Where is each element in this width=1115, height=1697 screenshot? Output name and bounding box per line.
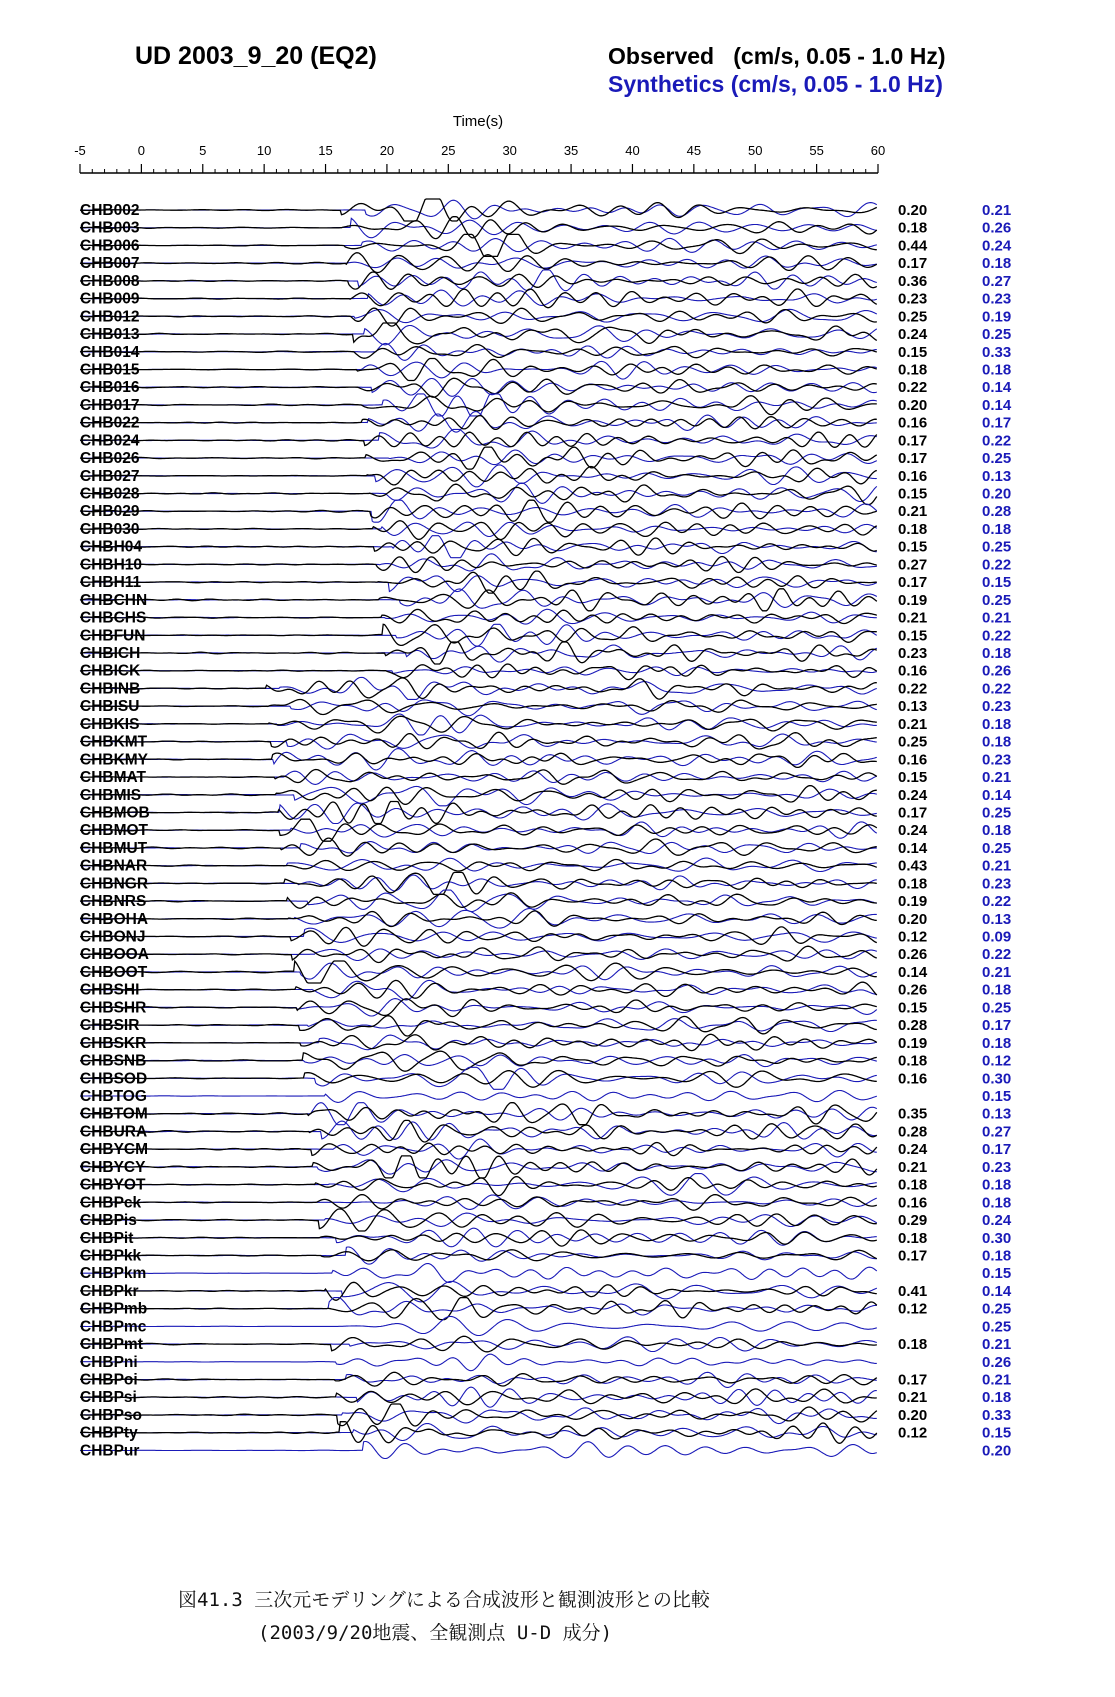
observed-trace xyxy=(80,1071,877,1088)
station-label: CHBTOG xyxy=(80,1088,147,1105)
observed-peak-value: 0.26 xyxy=(898,981,928,999)
observed-peak-value: 0.15 xyxy=(898,769,928,787)
observed-peak-value: 0.28 xyxy=(898,1123,928,1141)
observed-trace xyxy=(80,1282,877,1300)
synthetic-peak-value: 0.15 xyxy=(982,1424,1012,1442)
synthetic-trace xyxy=(80,928,877,942)
observed-peak-value: 0.20 xyxy=(898,910,928,928)
observed-peak-value: 0.17 xyxy=(898,804,928,822)
observed-peak-value: 0.17 xyxy=(898,1247,928,1265)
observed-trace xyxy=(80,927,877,946)
synthetic-trace xyxy=(80,412,877,433)
synthetic-peak-value: 0.17 xyxy=(982,1017,1012,1035)
station-label: CHBICK xyxy=(80,662,141,680)
station-label: CHB014 xyxy=(80,343,140,361)
synthetic-peak-value: 0.33 xyxy=(982,343,1012,361)
station-label: CHBPkm xyxy=(80,1265,147,1283)
time-axis xyxy=(74,143,885,173)
observed-trace xyxy=(80,893,877,911)
observed-peak-value: 0.18 xyxy=(898,520,928,538)
observed-peak-value: 0.17 xyxy=(898,450,928,468)
synthetic-peak-value: 0.13 xyxy=(982,910,1012,928)
synthetic-peak-value: 0.21 xyxy=(982,769,1012,787)
observed-trace xyxy=(80,396,877,415)
legend-synthetics: Synthetics (cm/s, 0.05 - 1.0 Hz) xyxy=(608,71,943,97)
station-label: CHBMOB xyxy=(80,804,150,822)
synthetic-peak-value: 0.18 xyxy=(982,520,1012,538)
station-label: CHBOOT xyxy=(80,963,148,981)
station-label: CHBNAR xyxy=(80,857,148,875)
observed-trace xyxy=(80,786,877,805)
observed-peak-value: 0.18 xyxy=(898,1176,928,1194)
synthetic-peak-value: 0.14 xyxy=(982,379,1012,397)
synthetic-peak-value: 0.30 xyxy=(982,1070,1012,1088)
observed-peak-value: 0.22 xyxy=(898,680,928,698)
station-label: CHB030 xyxy=(80,520,140,538)
synthetic-peak-value: 0.25 xyxy=(982,999,1012,1017)
synthetic-peak-value: 0.33 xyxy=(982,1406,1012,1424)
observed-peak-value: 0.16 xyxy=(898,1070,928,1088)
observed-peak-value: 0.16 xyxy=(898,662,928,680)
observed-peak-value: 0.14 xyxy=(898,963,928,981)
observed-trace xyxy=(80,467,877,485)
station-label: CHBOHA xyxy=(80,910,149,928)
observed-trace xyxy=(80,872,877,894)
synthetic-peak-value: 0.15 xyxy=(982,1088,1012,1105)
observed-trace xyxy=(80,1177,877,1196)
observed-trace xyxy=(80,624,877,645)
station-label: CHBKMY xyxy=(80,751,149,769)
station-label: CHBPmb xyxy=(80,1300,148,1318)
synthetic-trace xyxy=(80,429,877,448)
observed-peak-value: 0.15 xyxy=(898,538,928,556)
observed-peak-value: 0.19 xyxy=(898,893,928,911)
observed-trace xyxy=(80,716,877,733)
station-label: CHB016 xyxy=(80,379,140,397)
synthetic-trace xyxy=(80,963,877,980)
observed-trace xyxy=(80,961,877,983)
synthetic-trace xyxy=(80,1442,877,1459)
observed-peak-value: 0.15 xyxy=(898,343,928,361)
x-tick-label: 25 xyxy=(441,143,456,158)
x-tick-label: 50 xyxy=(747,143,763,158)
observed-trace xyxy=(80,1404,877,1426)
station-label: CHBICH xyxy=(80,645,141,662)
station-label: CHBPso xyxy=(80,1406,143,1424)
synthetic-peak-value: 0.13 xyxy=(982,1105,1012,1123)
x-tick-label: 0 xyxy=(137,143,146,158)
synthetic-trace xyxy=(80,700,877,716)
station-label: CHB006 xyxy=(80,237,140,255)
observed-trace xyxy=(80,378,877,397)
x-tick-label: -5 xyxy=(74,143,86,158)
observed-trace xyxy=(80,308,877,326)
observed-trace xyxy=(80,1016,877,1036)
synthetic-peak-value: 0.25 xyxy=(982,591,1012,609)
observed-trace xyxy=(80,217,877,239)
observed-trace xyxy=(80,753,877,767)
synthetic-peak-value: 0.14 xyxy=(982,786,1012,804)
observed-trace xyxy=(80,1336,877,1352)
synthetic-peak-value: 0.18 xyxy=(982,733,1012,751)
synthetic-peak-value: 0.23 xyxy=(982,1158,1012,1176)
synthetic-peak-value: 0.23 xyxy=(982,698,1012,716)
observed-peak-value: 0.21 xyxy=(898,1158,928,1176)
synthetic-peak-value: 0.22 xyxy=(982,680,1012,698)
observed-peak-value: 0.44 xyxy=(898,237,928,255)
observed-peak-value: 0.15 xyxy=(898,485,928,503)
synthetic-trace xyxy=(80,1091,877,1103)
x-tick-label: 10 xyxy=(256,143,272,158)
observed-peak-value: 0.20 xyxy=(898,1406,928,1424)
observed-trace xyxy=(80,484,877,504)
synthetic-peak-value: 0.22 xyxy=(982,556,1012,574)
observed-peak-value: 0.21 xyxy=(898,715,928,733)
station-label: CHB009 xyxy=(80,290,140,308)
synthetic-peak-value: 0.18 xyxy=(982,981,1012,999)
synthetic-peak-value: 0.21 xyxy=(982,1336,1012,1354)
station-label: CHBMIS xyxy=(80,786,142,804)
observed-trace xyxy=(80,819,877,841)
observed-peak-value: 0.17 xyxy=(898,574,928,592)
observed-peak-value: 0.17 xyxy=(898,432,928,450)
synthetic-peak-value: 0.18 xyxy=(982,1247,1012,1265)
observed-peak-value: 0.21 xyxy=(898,609,928,627)
synthetic-trace xyxy=(80,645,877,662)
observed-trace xyxy=(80,253,877,273)
synthetic-peak-value: 0.25 xyxy=(982,326,1012,344)
observed-peak-value: 0.18 xyxy=(898,875,928,893)
legend-observed: Observed (cm/s, 0.05 - 1.0 Hz) xyxy=(608,43,946,69)
synthetic-peak-value: 0.24 xyxy=(982,1212,1012,1230)
observed-peak-value: 0.18 xyxy=(898,1229,928,1247)
observed-trace xyxy=(80,416,877,430)
station-label: CHB008 xyxy=(80,272,140,290)
x-tick-label: 5 xyxy=(199,143,207,158)
observed-trace xyxy=(80,521,877,540)
synthetic-peak-value: 0.25 xyxy=(982,538,1012,556)
synthetic-peak-value: 0.25 xyxy=(982,839,1012,857)
synthetic-peak-value: 0.18 xyxy=(982,645,1012,662)
station-label: CHBINB xyxy=(80,680,141,698)
synthetic-peak-value: 0.18 xyxy=(982,1034,1012,1052)
station-label: CHBISU xyxy=(80,698,140,716)
observed-peak-value: 0.27 xyxy=(898,556,928,574)
station-label: CHBSHR xyxy=(80,999,147,1017)
station-label: CHBSIR xyxy=(80,1017,140,1035)
synthetic-trace xyxy=(80,576,877,592)
observed-peak-value: 0.25 xyxy=(898,308,928,326)
observed-trace xyxy=(80,1422,877,1444)
observed-peak-value: 0.24 xyxy=(898,326,928,344)
observed-peak-value: 0.21 xyxy=(898,1389,928,1407)
observed-peak-value: 0.26 xyxy=(898,946,928,964)
station-label: CHBH10 xyxy=(80,556,143,574)
observed-peak-value: 0.17 xyxy=(898,255,928,273)
station-label: CHBCHS xyxy=(80,609,147,627)
station-label: CHB029 xyxy=(80,503,140,521)
synthetic-trace xyxy=(80,1281,877,1301)
synthetic-peak-value: 0.18 xyxy=(982,1389,1012,1407)
observed-peak-value: 0.29 xyxy=(898,1212,928,1230)
synthetic-peak-value: 0.27 xyxy=(982,1123,1012,1141)
station-label: CHBSKR xyxy=(80,1034,147,1052)
synthetic-peak-value: 0.20 xyxy=(982,485,1012,503)
synthetic-peak-value: 0.25 xyxy=(982,804,1012,822)
x-tick-label: 55 xyxy=(809,143,824,158)
x-tick-label: 40 xyxy=(625,143,640,158)
station-label: CHBYOT xyxy=(80,1176,146,1194)
observed-trace xyxy=(80,678,877,699)
synthetic-peak-value: 0.09 xyxy=(982,928,1012,946)
synthetic-peak-value: 0.18 xyxy=(982,822,1012,840)
observed-trace xyxy=(80,1141,877,1159)
observed-trace xyxy=(80,571,877,593)
synthetic-peak-value: 0.17 xyxy=(982,414,1012,432)
x-tick-label: 60 xyxy=(870,143,886,158)
synthetic-trace xyxy=(80,1264,877,1283)
observed-peak-value: 0.16 xyxy=(898,751,928,769)
observed-peak-value: 0.16 xyxy=(898,414,928,432)
observed-peak-value: 0.36 xyxy=(898,272,928,290)
synthetic-trace xyxy=(80,554,877,574)
station-label: CHBOOA xyxy=(80,946,149,964)
synthetic-peak-value: 0.21 xyxy=(982,963,1012,981)
observed-trace xyxy=(80,234,877,256)
station-label: CHBPck xyxy=(80,1194,142,1212)
station-label: CHB022 xyxy=(80,414,140,432)
observed-peak-value: 0.43 xyxy=(898,857,928,875)
synthetic-trace xyxy=(80,326,877,345)
synthetic-peak-value: 0.15 xyxy=(982,574,1012,592)
synthetic-peak-value: 0.18 xyxy=(982,255,1012,273)
observed-trace xyxy=(80,557,877,573)
observed-peak-value: 0.24 xyxy=(898,822,928,840)
station-label: CHBMAT xyxy=(80,769,147,787)
synthetic-peak-value: 0.25 xyxy=(982,1300,1012,1318)
observed-trace xyxy=(80,272,877,289)
x-tick-label: 30 xyxy=(502,143,517,158)
observed-trace xyxy=(80,1372,877,1386)
observed-peak-value: 0.14 xyxy=(898,839,928,857)
observed-trace xyxy=(80,359,877,381)
station-label: CHB012 xyxy=(80,308,140,326)
station-label: CHB027 xyxy=(80,467,140,485)
x-tick-label: 35 xyxy=(563,143,579,158)
observed-trace xyxy=(80,1209,877,1231)
observed-peak-value: 0.24 xyxy=(898,1141,928,1159)
station-label: CHB007 xyxy=(80,255,140,273)
synthetic-peak-value: 0.21 xyxy=(982,1371,1012,1389)
station-label: CHBONJ xyxy=(80,928,146,946)
station-label: CHBSOD xyxy=(80,1070,148,1088)
synthetic-peak-value: 0.14 xyxy=(982,1282,1012,1300)
station-label: CHBPmt xyxy=(80,1336,143,1354)
synthetic-peak-value: 0.15 xyxy=(982,1265,1012,1283)
station-label: CHBCHN xyxy=(80,591,148,609)
synthetic-peak-value: 0.22 xyxy=(982,893,1012,911)
synthetic-peak-value: 0.17 xyxy=(982,1141,1012,1159)
caption-line-1: 図41.3 三次元モデリングによる合成波形と観測波形との比較 xyxy=(178,1589,710,1611)
observed-trace xyxy=(80,323,877,344)
observed-peak-value: 0.17 xyxy=(898,1371,928,1389)
observed-peak-value: 0.23 xyxy=(898,645,928,662)
station-label: CHBYCY xyxy=(80,1158,146,1176)
observed-peak-value: 0.18 xyxy=(898,219,928,237)
synthetic-trace xyxy=(80,803,877,823)
station-label: CHB017 xyxy=(80,396,140,414)
figure-caption xyxy=(0,1585,1115,1645)
synthetic-peak-value: 0.13 xyxy=(982,467,1012,485)
synthetic-peak-value: 0.22 xyxy=(982,946,1012,964)
station-label: CHBH04 xyxy=(80,538,143,556)
station-label: CHB013 xyxy=(80,326,140,344)
observed-trace xyxy=(80,1195,877,1211)
observed-trace xyxy=(80,770,877,785)
observed-peak-value: 0.19 xyxy=(898,591,928,609)
observed-trace xyxy=(80,447,877,469)
station-label: CHBH11 xyxy=(80,574,142,592)
observed-peak-value: 0.20 xyxy=(898,396,928,414)
observed-peak-value: 0.16 xyxy=(898,1194,928,1212)
synthetic-peak-value: 0.14 xyxy=(982,396,1012,414)
station-label: CHBSNB xyxy=(80,1052,147,1070)
observed-trace xyxy=(80,980,877,998)
observed-peak-value: 0.18 xyxy=(898,1336,928,1354)
station-label: CHBMOT xyxy=(80,822,149,840)
synthetic-peak-value: 0.25 xyxy=(982,1318,1012,1336)
observed-trace xyxy=(80,289,877,308)
x-axis-label: Time(s) xyxy=(452,113,504,130)
synthetic-peak-value: 0.23 xyxy=(982,290,1012,308)
synthetic-peak-value: 0.27 xyxy=(982,272,1012,290)
station-label: CHB028 xyxy=(80,485,140,503)
station-label: CHBPoi xyxy=(80,1371,138,1389)
station-label: CHBPkr xyxy=(80,1282,139,1300)
observed-peak-value: 0.23 xyxy=(898,290,928,308)
x-tick-label: 45 xyxy=(686,143,702,158)
synthetic-peak-value: 0.22 xyxy=(982,432,1012,450)
station-label: CHBPmc xyxy=(80,1318,147,1336)
observed-trace xyxy=(80,860,877,872)
synthetic-peak-value: 0.18 xyxy=(982,1176,1012,1194)
station-label: CHBNRS xyxy=(80,893,147,911)
observed-trace xyxy=(80,1103,877,1125)
synthetic-peak-value: 0.12 xyxy=(982,1052,1012,1070)
synthetic-peak-value: 0.26 xyxy=(982,219,1012,237)
station-label: CHBURA xyxy=(80,1123,148,1141)
station-label: CHBKMT xyxy=(80,733,148,751)
station-label: CHB003 xyxy=(80,219,140,237)
observed-peak-value: 0.15 xyxy=(898,627,928,645)
station-label: CHB002 xyxy=(80,202,140,219)
station-label: CHBSHI xyxy=(80,981,140,999)
observed-peak-value: 0.12 xyxy=(898,1300,928,1318)
station-label: CHBKIS xyxy=(80,715,140,733)
observed-peak-value: 0.25 xyxy=(898,733,928,751)
observed-trace xyxy=(80,1156,877,1178)
observed-trace xyxy=(80,1120,877,1142)
x-tick-label: 20 xyxy=(379,143,395,158)
observed-peak-value: 0.18 xyxy=(898,1052,928,1070)
station-label: CHBPsi xyxy=(80,1389,137,1407)
observed-peak-value: 0.19 xyxy=(898,1034,928,1052)
synthetic-peak-value: 0.30 xyxy=(982,1229,1012,1247)
observed-peak-value: 0.20 xyxy=(898,202,928,219)
observed-peak-value: 0.22 xyxy=(898,379,928,397)
synthetic-peak-value: 0.21 xyxy=(982,609,1012,627)
observed-trace xyxy=(80,1250,877,1261)
synthetic-peak-value: 0.28 xyxy=(982,503,1012,521)
station-label: CHB015 xyxy=(80,361,140,379)
observed-peak-value: 0.41 xyxy=(898,1282,928,1300)
synthetic-peak-value: 0.19 xyxy=(982,308,1012,326)
synthetic-peak-value: 0.18 xyxy=(982,715,1012,733)
x-tick-label: 15 xyxy=(318,143,333,158)
synthetic-peak-value: 0.26 xyxy=(982,1353,1012,1371)
observed-peak-value: 0.24 xyxy=(898,786,928,804)
observed-peak-value: 0.21 xyxy=(898,503,928,521)
station-label: CHBYCM xyxy=(80,1141,149,1159)
observed-trace xyxy=(80,999,877,1017)
observed-peak-value: 0.15 xyxy=(898,999,928,1017)
station-label: CHB026 xyxy=(80,450,140,468)
synthetic-peak-value: 0.25 xyxy=(982,450,1012,468)
station-label: CHBPni xyxy=(80,1353,138,1371)
synthetic-peak-value: 0.20 xyxy=(982,1442,1012,1460)
station-label: CHBTOM xyxy=(80,1105,148,1123)
station-label: CHBMUT xyxy=(80,839,148,857)
synthetic-peak-value: 0.22 xyxy=(982,627,1012,645)
station-label: CHBPit xyxy=(80,1229,134,1247)
station-label: CHBPty xyxy=(80,1424,138,1442)
observed-peak-value: 0.16 xyxy=(898,467,928,485)
synthetic-peak-value: 0.26 xyxy=(982,662,1012,680)
synthetic-trace xyxy=(80,1316,877,1335)
synthetic-peak-value: 0.21 xyxy=(982,857,1012,875)
observed-peak-value: 0.18 xyxy=(898,361,928,379)
station-label: CHBPur xyxy=(80,1442,140,1460)
observed-trace xyxy=(80,802,877,824)
station-label: CHBPis xyxy=(80,1212,137,1230)
synthetic-peak-value: 0.24 xyxy=(982,237,1012,255)
observed-peak-value: 0.28 xyxy=(898,1017,928,1035)
chart-title: UD 2003_9_20 (EQ2) xyxy=(135,42,377,70)
synthetic-trace xyxy=(80,1354,877,1371)
observed-peak-value: 0.35 xyxy=(898,1105,928,1123)
synthetic-peak-value: 0.18 xyxy=(982,361,1012,379)
synthetic-peak-value: 0.21 xyxy=(982,202,1012,219)
station-label: CHBFUN xyxy=(80,627,146,645)
station-label: CHB024 xyxy=(80,432,140,450)
synthetic-peak-value: 0.18 xyxy=(982,1194,1012,1212)
observed-peak-value: 0.12 xyxy=(898,1424,928,1442)
caption-line-2: (2003/9/20地震、全観測点 U-D 成分) xyxy=(258,1622,613,1644)
observed-peak-value: 0.12 xyxy=(898,928,928,946)
station-label: CHBNGR xyxy=(80,875,149,893)
observed-peak-value: 0.13 xyxy=(898,698,928,716)
station-label: CHBPkk xyxy=(80,1247,142,1265)
synthetic-peak-value: 0.23 xyxy=(982,751,1012,769)
trace-area xyxy=(80,199,877,1459)
synthetic-peak-value: 0.23 xyxy=(982,875,1012,893)
